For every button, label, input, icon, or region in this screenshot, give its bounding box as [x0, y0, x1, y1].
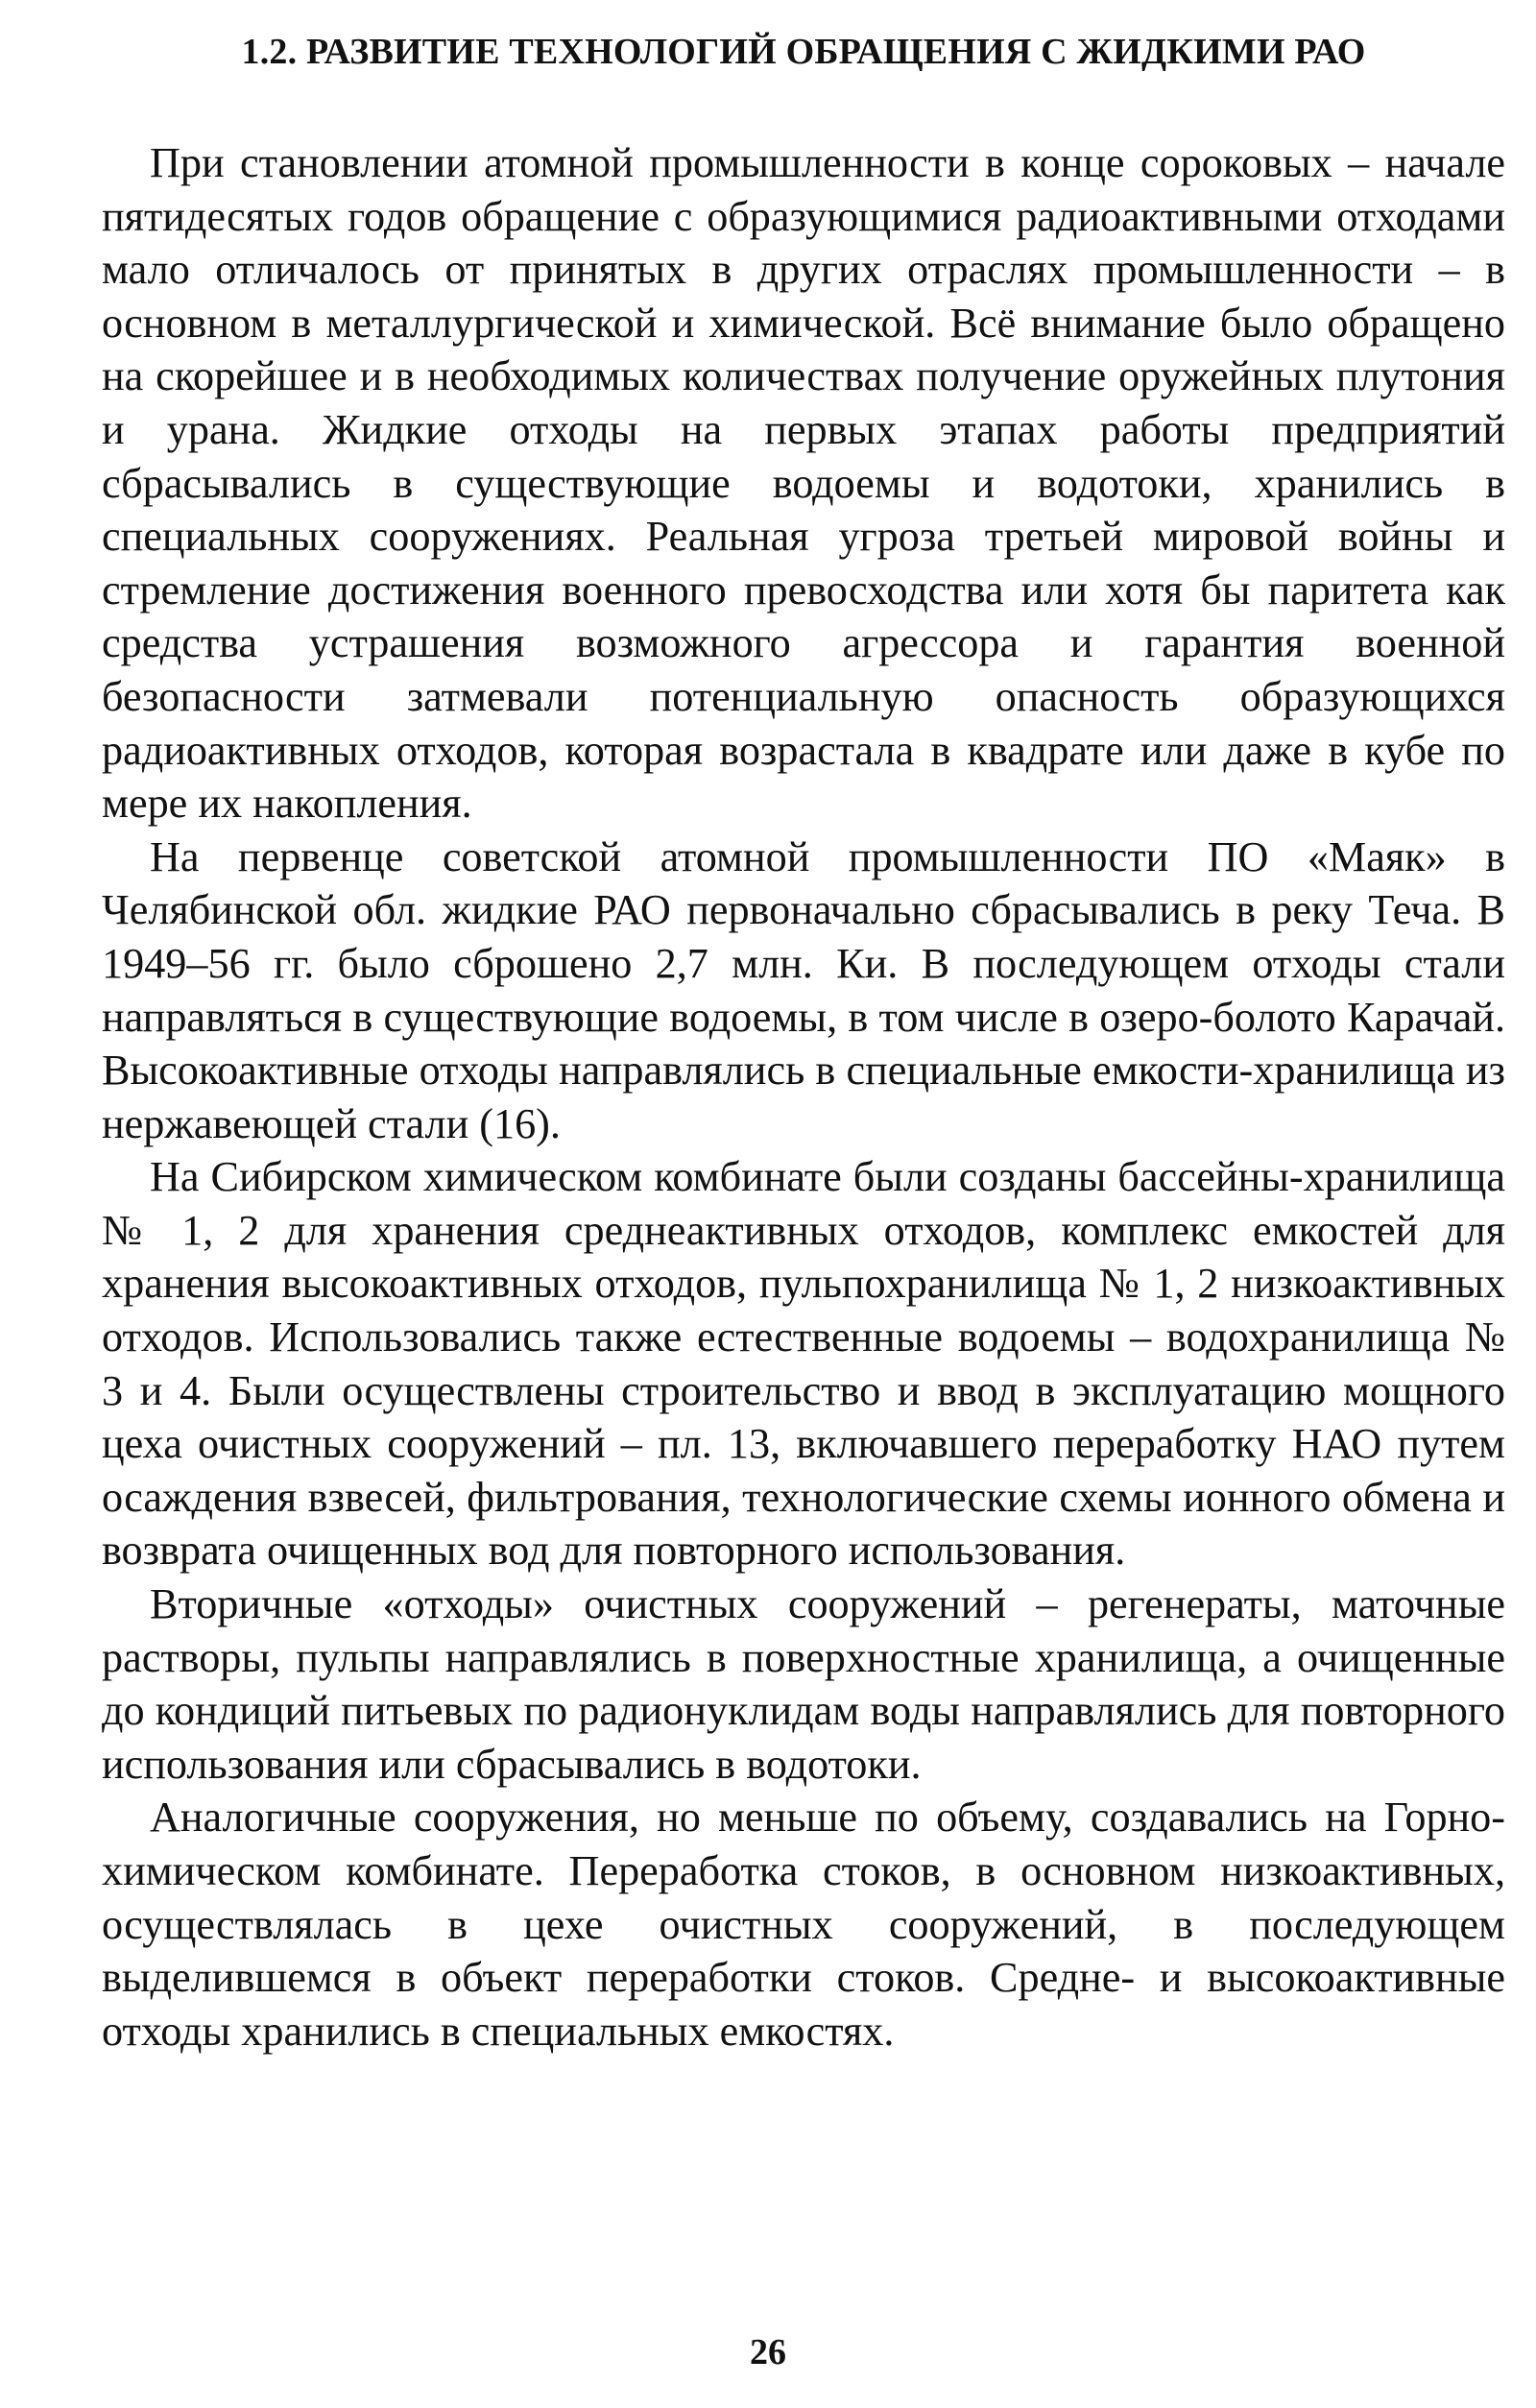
- document-page: [102, 29, 1505, 2058]
- paragraph-1: При становлении атомной промышленности в конце сороковых – начале пятидесятых годов обращение с образующимися радиоактивными отходами мало отличалось от принятых в других отраслях промышленности – в основном в металлургической и химической. Всё внимание было обращено на скорейшее и в необходимых количествах получение оружейных плутония и урана. Жидкие отходы на первых этапах работы предприятий сбрасывались в существующие водоемы и водотоки, хранились в специальных сооружениях. Реальная угроза третьей мировой войны и стремление достижения военного превосходства или хотя бы паритета как средства устрашения возможного агрессора и гарантия военной безопасности затмевали потенциальную опасность образующихся радиоактивных отходов, которая возрастала в квадрате или даже в кубе по мере их накопления.: [102, 139, 1505, 828]
- paragraph-2: На первенце советской атомной промышленности ПО «Маяк» в Челябинской обл. жидкие РАО первоначально сбрасывались в реку Теча. В 1949–56 гг. было сброшено 2,7 млн. Ки. В последующем отходы стали направляться в существующие водоемы, в том числе в озеро-болото Карачай. Высокоактивные отходы направлялись в специальные емкости-хранилища из нержавеющей стали (16).: [102, 832, 1505, 1147]
- paragraph-4: Вторичные «отходы» очистных сооружений – регенераты, маточные растворы, пульпы направлялись в поверхностные хранилища, а очищенные до кондиций питьевых по радионуклидам воды направлялись для повторного использования или сбрасывались в водотоки.: [102, 1580, 1505, 1788]
- page-number: 26: [750, 2332, 786, 2372]
- paragraph-3: На Сибирском химическом комбинате были созданы бассейны-хранилища № 1, 2 для хранения среднеактивных отходов, комплекс емкостей для хранения высокоактивных отходов, пульпохранилища № 1, 2 низкоактивных отходов. Использовались также естественные водоемы – водохранилища № 3 и 4. Были осуществлены строительство и ввод в эксплуатацию мощного цеха очистных сооружений – пл. 13, включавшего переработку НАО путем осаждения взвесей, фильтрования, технологические схемы ионного обмена и возврата очищенных вод для повторного использования.: [102, 1153, 1505, 1575]
- section-heading: 1.2. РАЗВИТИЕ ТЕХНОЛОГИЙ ОБРАЩЕНИЯ С ЖИДКИМИ РАО: [241, 32, 1366, 72]
- paragraph-5: Аналогичные сооружения, но меньше по объему, создавались на Горно-химическом комбинате. Переработка стоков, в основном низкоактивных, осуществлялась в цехе очистных сооружений, в последующем выделившемся в объект переработки стоков. Средне- и высокоактивные отходы хранились в специальных емкостях.: [102, 1794, 1505, 2055]
